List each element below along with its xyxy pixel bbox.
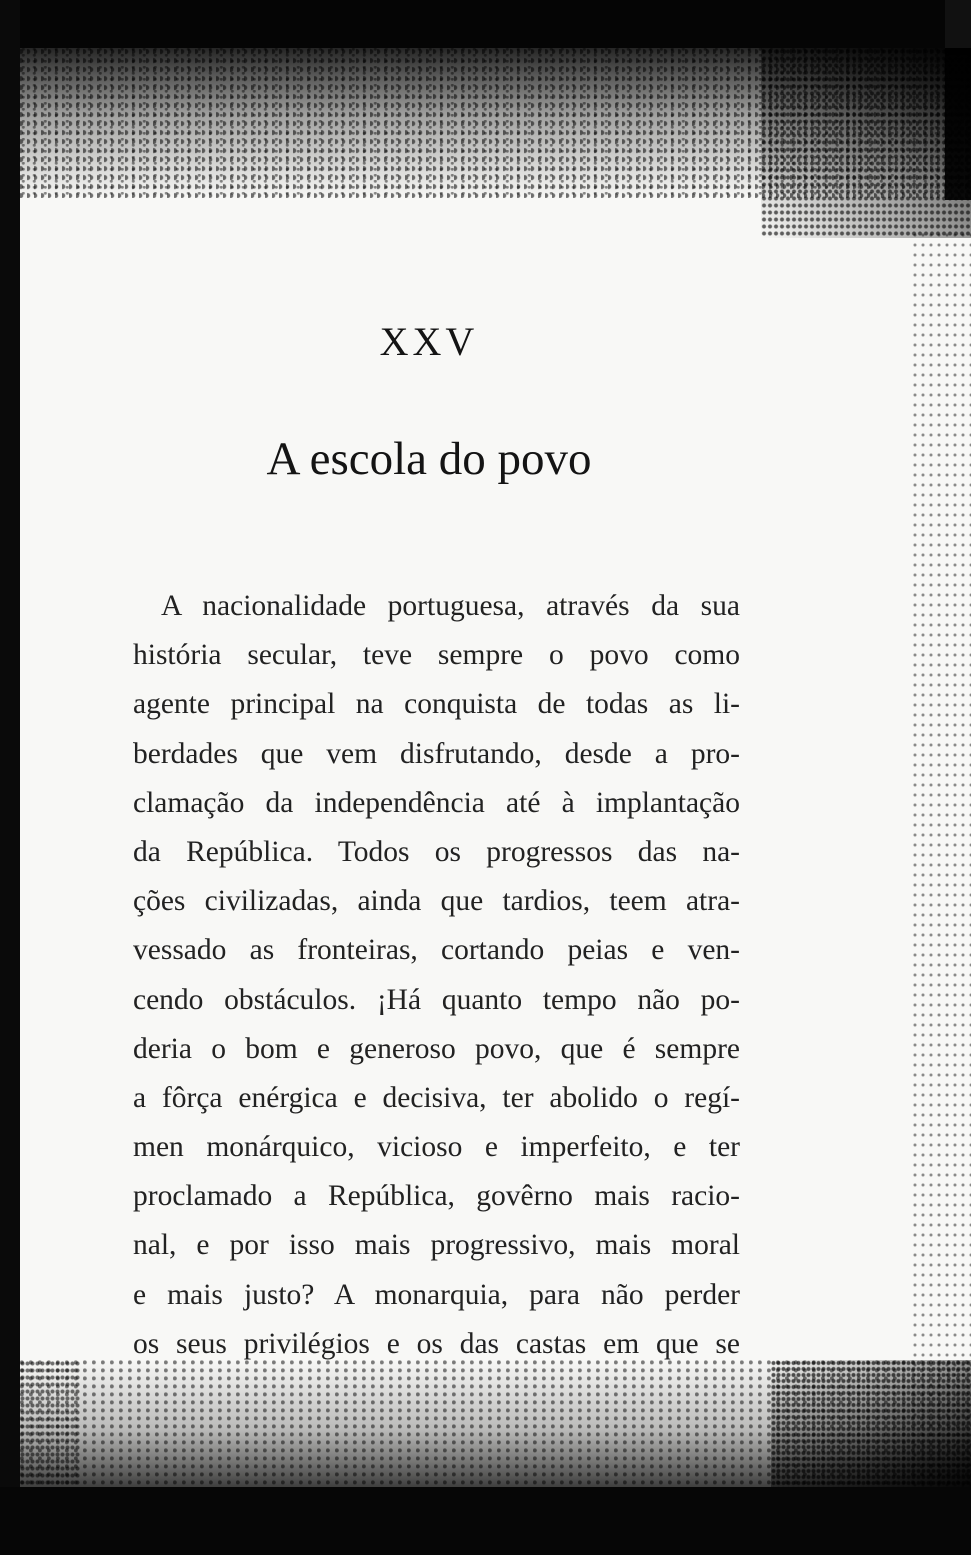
- body-paragraph: [133, 582, 740, 1369]
- text-line: A nacionalidade portuguesa, através da sua: [161, 590, 740, 622]
- text-line: men monárquico, vicioso e imperfeito, e ter: [133, 1131, 740, 1164]
- chapter-title: A escola do povo: [266, 433, 592, 485]
- text-line: proclamado a República, govêrno mais racio-: [133, 1180, 740, 1213]
- text-line: ções civilizadas, ainda que tardios, teem atra-: [133, 885, 740, 918]
- chapter-number: XXV: [379, 319, 479, 364]
- text-line: e mais justo? A monarquia, para não perder: [133, 1278, 740, 1311]
- text-line: vessado as fronteiras, cortando peias e ven-: [133, 934, 740, 967]
- text-line: berdades que vem disfrutando, desde a pro-: [133, 737, 740, 770]
- text-line: da República. Todos os progressos das na-: [133, 835, 740, 868]
- text-line: deria o bom e generoso povo, que é sempre: [133, 1032, 740, 1065]
- text-line: nal, e por isso mais progressivo, mais moral: [133, 1229, 740, 1262]
- text-line: os seus privilégios e os das castas em que se: [133, 1327, 740, 1360]
- text-line: agente principal na conquista de todas as li-: [133, 688, 740, 721]
- text-line: história secular, teve sempre o povo como: [133, 639, 740, 672]
- text-line: clamação da independência até à implantação: [133, 786, 740, 819]
- text-line: cendo obstáculos. ¡Há quanto tempo não po-: [133, 983, 740, 1016]
- text-line: a fôrça enérgica e decisiva, ter abolido o regí-: [133, 1081, 740, 1114]
